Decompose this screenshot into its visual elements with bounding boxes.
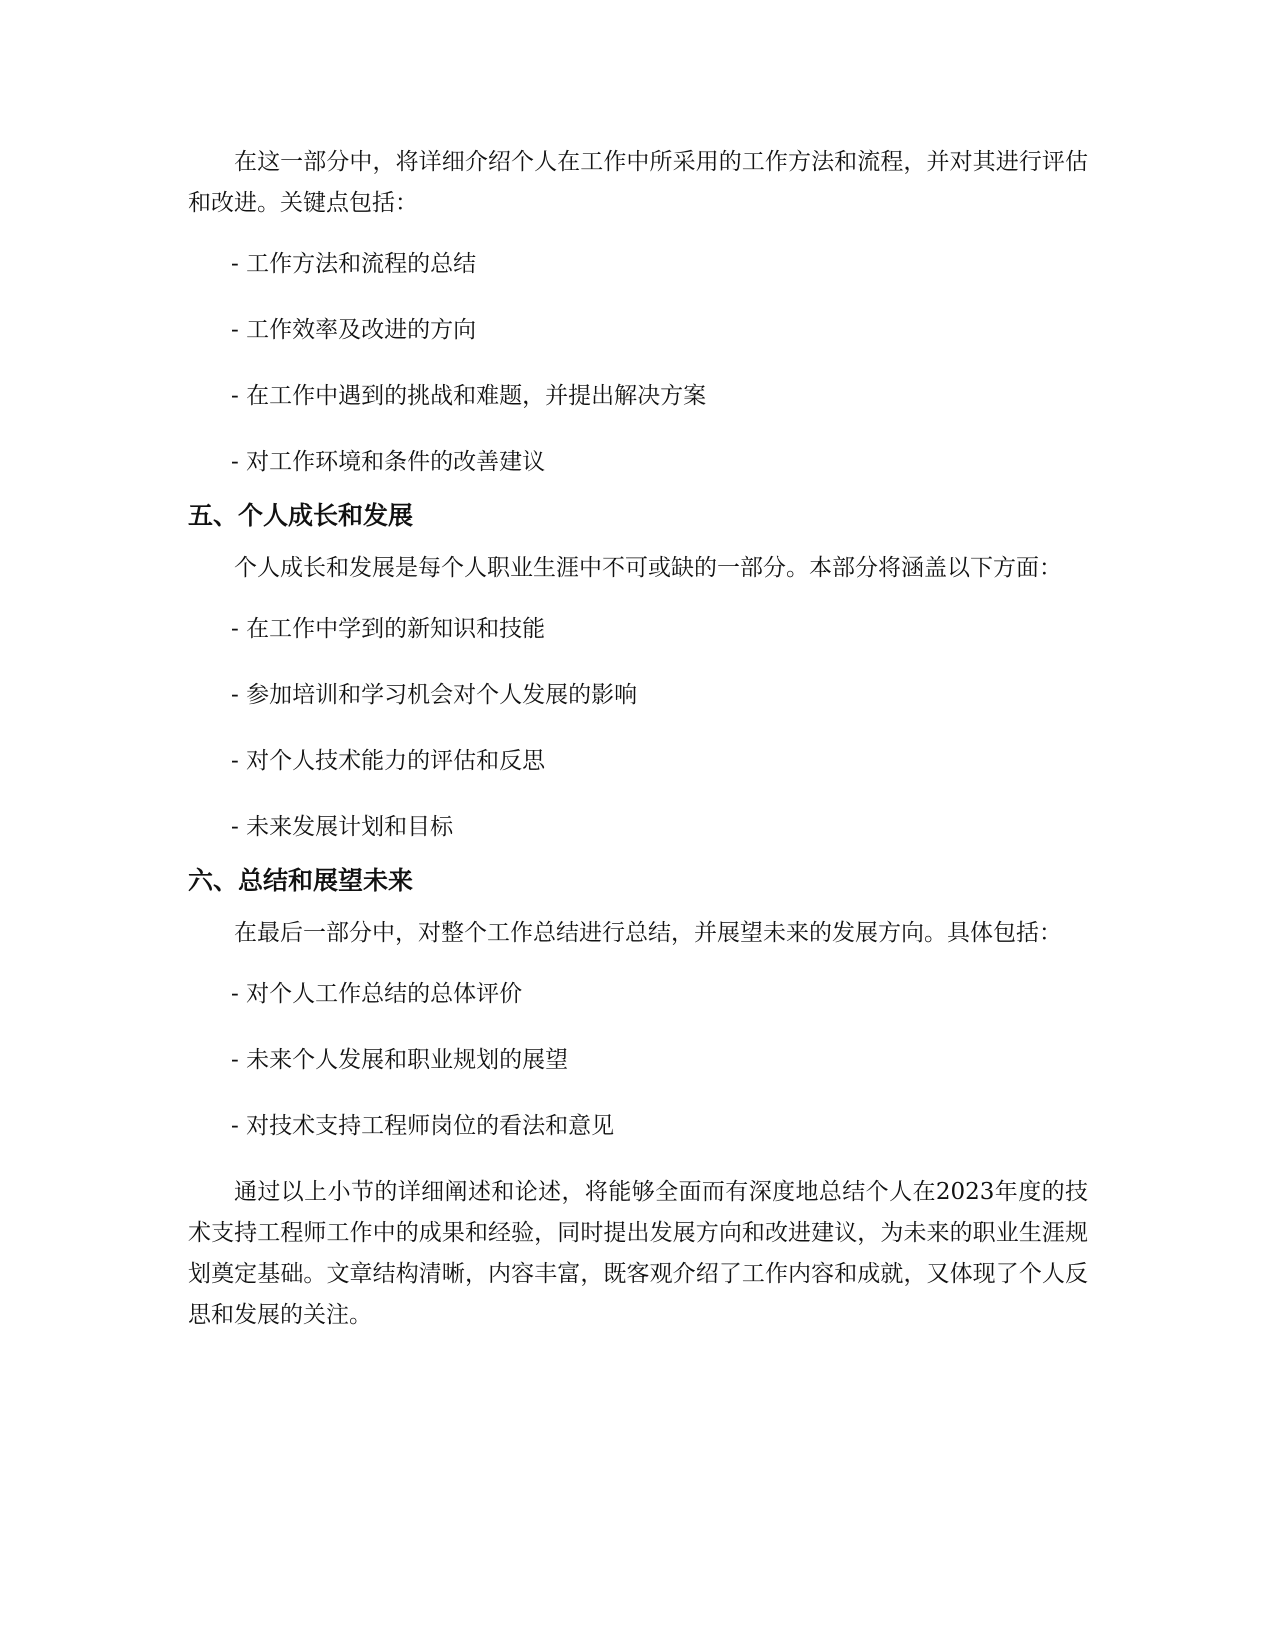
list-item: - 工作方法和流程的总结 — [231, 251, 477, 277]
list-item: - 对技术支持工程师岗位的看法和意见 — [231, 1113, 615, 1139]
section-heading-5: 五、个人成长和发展 — [188, 501, 414, 530]
list-item: - 参加培训和学习机会对个人发展的影响 — [231, 682, 638, 708]
section-heading-6: 六、总结和展望未来 — [188, 866, 414, 895]
section6-paragraph: 在最后一部分中，对整个工作总结进行总结，并展望未来的发展方向。具体包括： — [234, 920, 1062, 946]
section5-paragraph: 个人成长和发展是每个人职业生涯中不可或缺的一部分。本部分将涵盖以下方面： — [234, 555, 1062, 581]
list-item: - 未来发展计划和目标 — [231, 814, 454, 840]
list-item: - 对个人工作总结的总体评价 — [231, 981, 523, 1007]
list-item: - 未来个人发展和职业规划的展望 — [231, 1047, 569, 1073]
list-item: - 对个人技术能力的评估和反思 — [231, 748, 546, 774]
conclusion-paragraph: 通过以上小节的详细阐述和论述，将能够全面而有深度地总结个人在2023年度的技术支持工程师工作中的成果和经验，同时提出发展方向和改进建议，为未来的职业生涯规划奠定基础。文章结构清晰，内容丰富，既客观介绍了工作内容和成就，又体现了个人反思和发展的关注。 — [188, 1179, 1088, 1328]
intro-paragraph: 在这一部分中，将详细介绍个人在工作中所采用的工作方法和流程，并对其进行评估和改进。关键点包括： — [188, 149, 1088, 216]
list-item: - 工作效率及改进的方向 — [231, 317, 477, 343]
list-item: - 对工作环境和条件的改善建议 — [231, 449, 546, 475]
list-item: - 在工作中学到的新知识和技能 — [231, 616, 546, 642]
document-body — [188, 142, 1088, 1356]
list-item: - 在工作中遇到的挑战和难题，并提出解决方案 — [231, 383, 707, 409]
